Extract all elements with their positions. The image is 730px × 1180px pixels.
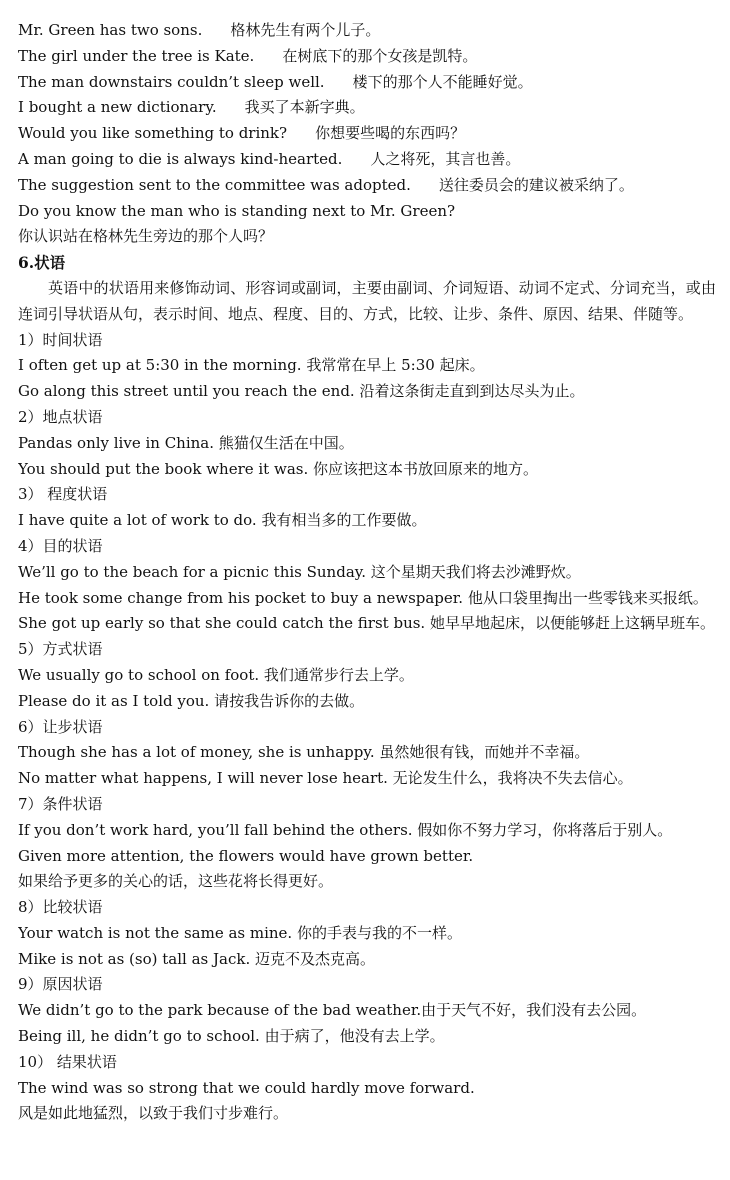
example-sentence: The wind was so strong that we could hardly move forward.: [18, 1078, 475, 1097]
example-line: [18, 70, 716, 96]
example-zh: 我买了本新字典。: [244, 98, 365, 117]
attributive-examples: [18, 18, 716, 250]
subsection-title: 9）原因状语: [18, 975, 103, 994]
example-en: Would you like something to drink?: [18, 124, 288, 143]
example-sentence: I have quite a lot of work to do. 我有相当多的工作要做。: [18, 511, 427, 530]
example-line: [18, 18, 716, 44]
example-sentence: We usually go to school on foot. 我们通常步行去上学。: [18, 665, 414, 684]
example-sentence: We didn’t go to the park because of the bad weather.由于天气不好，我们没有去公园。: [18, 1001, 647, 1020]
example-zh: 格林先生有两个儿子。: [230, 21, 381, 39]
example-sentence: Given more attention, the flowers would have grown better.: [18, 846, 474, 865]
example-en: The girl under the tree is Kate.: [18, 46, 255, 65]
example-sentence: We’ll go to the beach for a picnic this Sunday. 这个星期天我们将去沙滩野炊。: [18, 562, 581, 581]
example-en: Mr. Green has two sons.: [18, 21, 203, 39]
example-en: I bought a new dictionary.: [18, 98, 217, 117]
example-sentence: Though she has a lot of money, she is unhappy. 虽然她很有钱，而她并不幸福。: [18, 743, 590, 762]
example-sentence: Your watch is not the same as mine. 你的手表与我的不一样。: [18, 923, 462, 942]
adverbial-subsections: [18, 328, 716, 1128]
example-sentence: Being ill, he didn’t go to school. 由于病了，他没有去上学。: [18, 1027, 445, 1046]
example-sentence: Pandas only live in China. 熊猫仅生活在中国。: [18, 433, 354, 452]
example-sentence: I often get up at 5:30 in the morning. 我常常在早上 5:30 起床。: [18, 356, 485, 375]
example-en: The suggestion sent to the committee was adopted.: [18, 175, 411, 194]
document-page: [18, 18, 716, 1127]
example-zh: 人之将死，其言也善。: [370, 149, 521, 168]
subsection-title: 7）条件状语: [18, 794, 103, 813]
subsection-title: 4）目的状语: [18, 536, 103, 555]
example-sentence: He took some change from his pocket to buy a newspaper. 他从口袋里掏出一些零钱来买报纸。: [18, 588, 708, 607]
example-line: [18, 121, 716, 147]
example-sentence: No matter what happens, I will never lose heart. 无论发生什么，我将决不失去信心。: [18, 769, 633, 788]
example-line: [18, 173, 716, 199]
example-sentence: Please do it as I told you. 请按我告诉你的去做。: [18, 691, 365, 710]
subsection-title: 10） 结果状语: [18, 1052, 117, 1071]
example-en: A man going to die is always kind-hearted.: [18, 149, 343, 168]
example-sentence: Go along this street until you reach the end. 沿着这条街走直到到达尽头为止。: [18, 382, 585, 401]
subsection-title: 5）方式状语: [18, 640, 103, 659]
example-line: [18, 44, 716, 70]
subsection-title: 1）时间状语: [18, 330, 103, 349]
example-sentence: She got up early so that she could catch the first bus. 她早早地起床，以便能够赶上这辆早班车。: [18, 614, 715, 633]
example-en-line: Do you know the man who is standing next to Mr. Green?: [18, 201, 456, 220]
subsection-title: 3） 程度状语: [18, 485, 108, 504]
example-zh: 送往委员会的建议被采纳了。: [438, 175, 634, 194]
example-sentence: Mike is not as (so) tall as Jack. 迈克不及杰克高。: [18, 949, 375, 968]
example-zh: 楼下的那个人不能睡好觉。: [352, 72, 533, 91]
subsection-title: 6）让步状语: [18, 717, 103, 736]
example-zh: 你想要些喝的东西吗？: [315, 124, 466, 143]
subsection-title: 2）地点状语: [18, 407, 103, 426]
section-intro: 英语中的状语用来修饰动词、形容词或副词，主要由副词、介词短语、动词不定式、分词充当，或由连词引导状语从句，表示时间、地点、程度、目的、方式，比较、让步、条件、原因、结果、伴随等。: [18, 278, 716, 323]
example-sentence: 风是如此地猛烈，以致于我们寸步难行。: [18, 1104, 289, 1123]
example-en: The man downstairs couldn’t sleep well.: [18, 72, 325, 91]
example-sentence: You should put the book where it was. 你应该把这本书放回原来的地方。: [18, 459, 538, 478]
section-heading: 6.状语: [18, 253, 66, 273]
example-zh-line: 你认识站在格林先生旁边的那个人吗？: [18, 227, 274, 246]
example-sentence: 如果给予更多的关心的话，这些花将长得更好。: [18, 872, 334, 891]
example-line: [18, 147, 716, 173]
example-zh: 在树底下的那个女孩是凯特。: [282, 46, 478, 65]
example-line: [18, 95, 716, 121]
subsection-title: 8）比较状语: [18, 898, 103, 917]
example-sentence: If you don’t work hard, you’ll fall behind the others. 假如你不努力学习，你将落后于别人。: [18, 820, 673, 839]
